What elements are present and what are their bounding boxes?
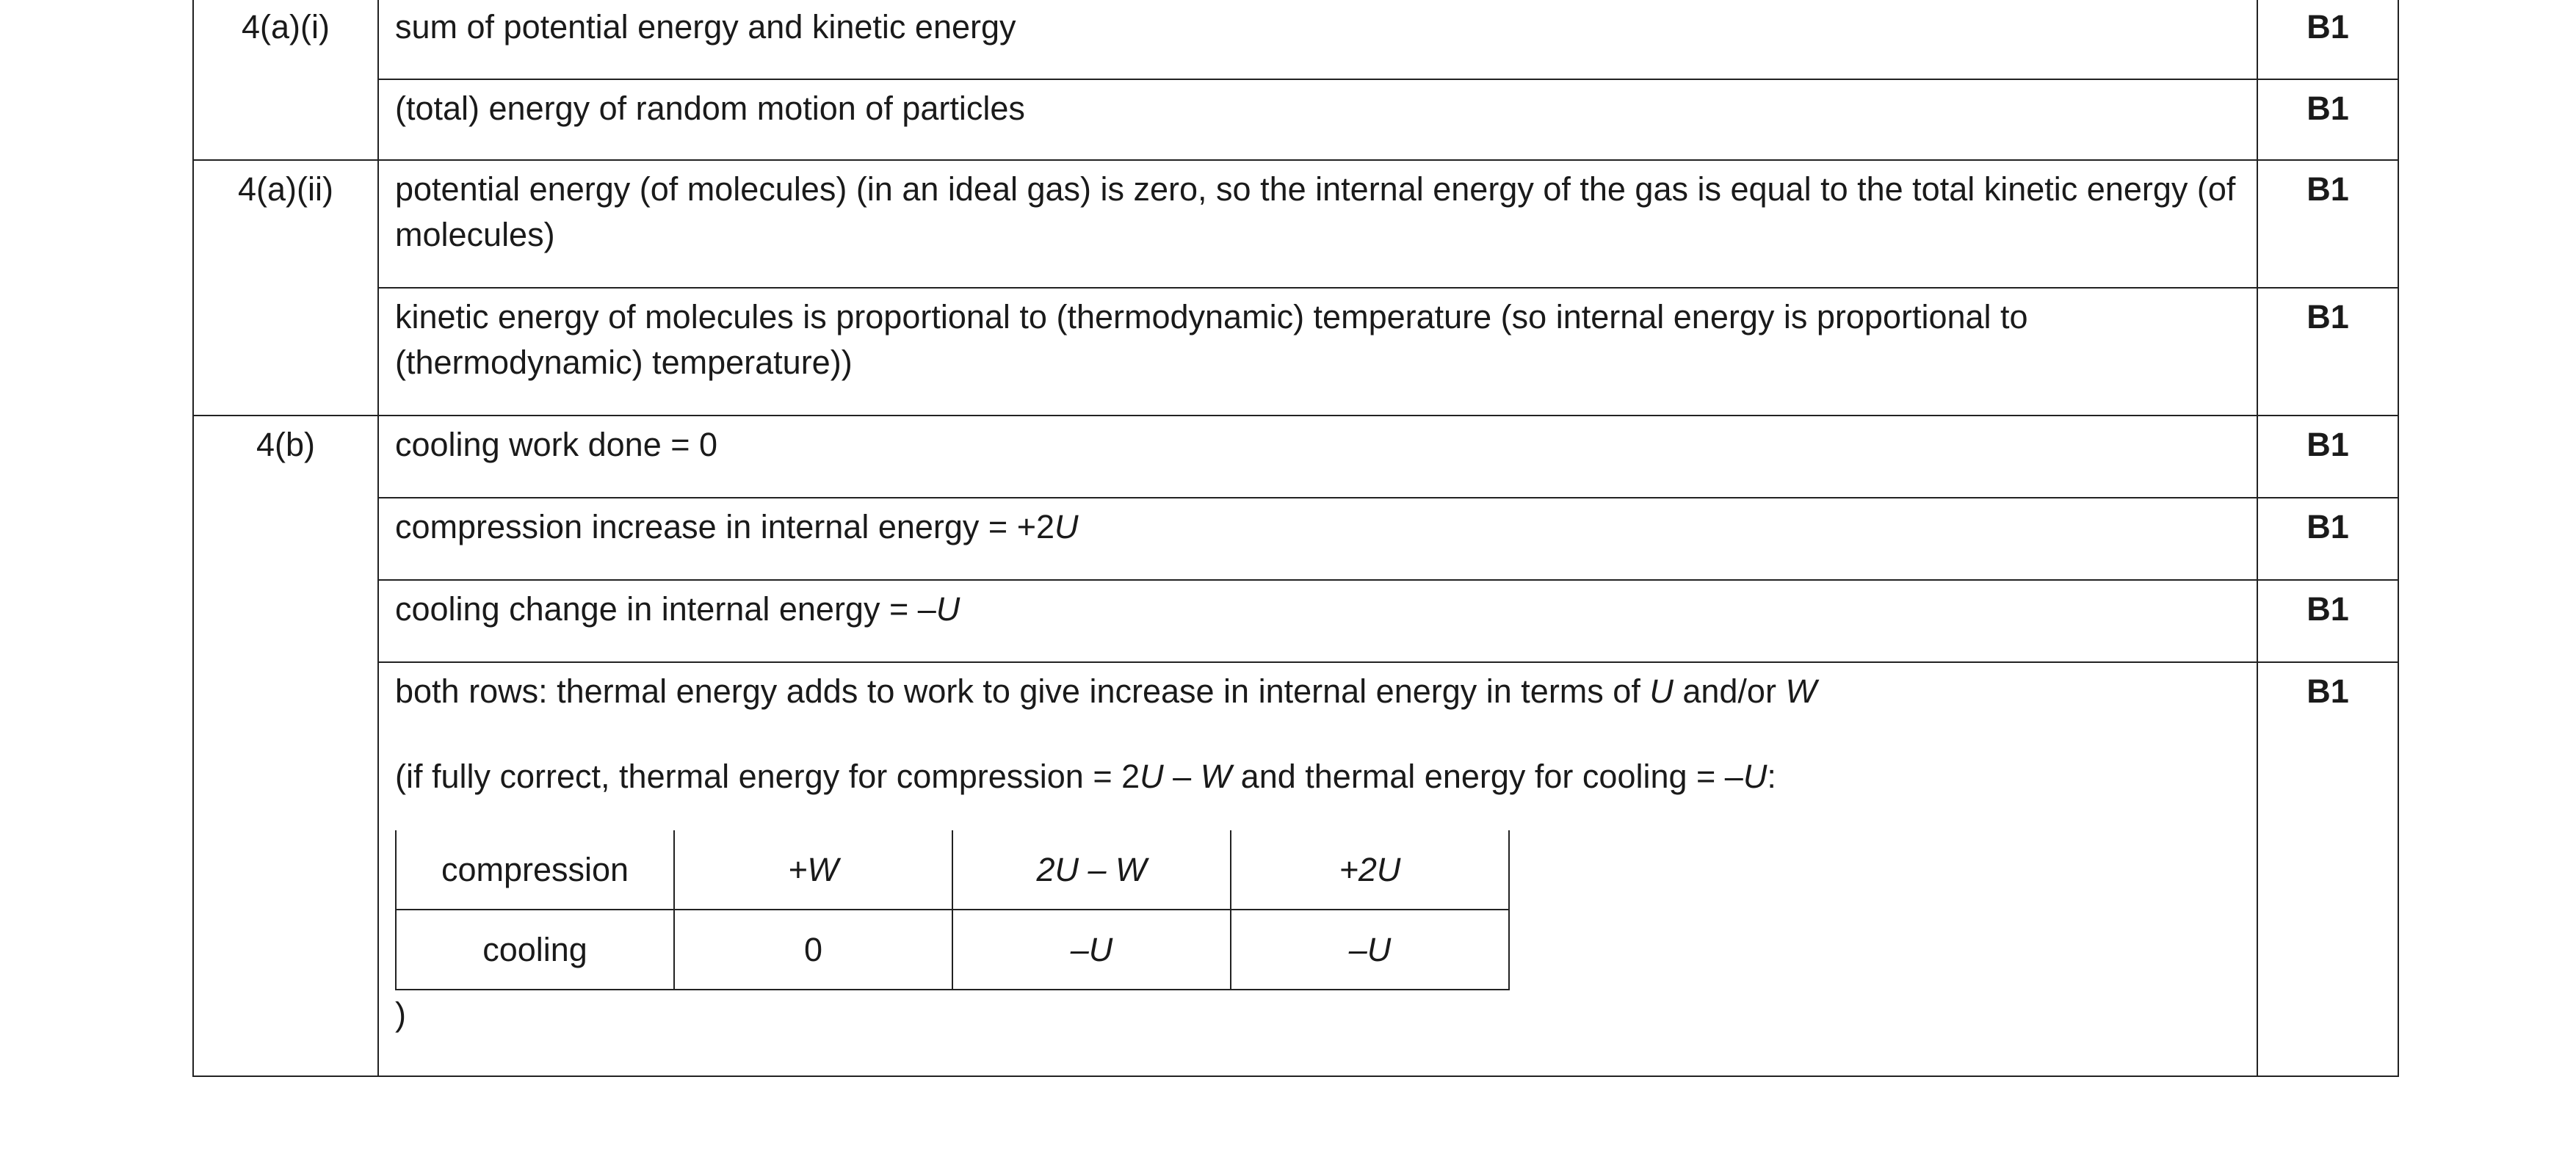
- marks-cell: [2257, 498, 2398, 580]
- variable-u: U: [1649, 672, 1674, 710]
- text-segment: :: [1767, 758, 1776, 795]
- inner-cell: compression: [396, 830, 674, 910]
- marks-cell: [2257, 79, 2398, 160]
- marks-cell: [2257, 160, 2398, 288]
- answer-cell: [378, 288, 2257, 416]
- answer-block: [379, 663, 2257, 1049]
- answer-cell: [378, 498, 2257, 580]
- table-row: [193, 662, 2398, 1076]
- answer-cell: [378, 79, 2257, 160]
- marks-cell: [2257, 416, 2398, 498]
- energy-summary-table: [395, 830, 1510, 990]
- mark-value: B1: [2307, 170, 2349, 208]
- text-segment: both rows: thermal energy adds to work to give increase in internal energy in terms of: [395, 672, 1650, 710]
- answer-cell: [378, 662, 2257, 1076]
- mark-value: B1: [2307, 8, 2349, 46]
- inner-cell: –U: [952, 910, 1231, 990]
- answer-cell: [378, 0, 2257, 79]
- question-cell: [193, 0, 378, 160]
- text-segment: –: [1163, 758, 1201, 795]
- mark-value: B1: [2307, 90, 2349, 127]
- variable-u: U: [936, 590, 960, 628]
- variable-u: U: [1054, 508, 1079, 545]
- answer-cell: [378, 580, 2257, 662]
- answer-line-2: [395, 754, 2240, 799]
- table-row: [193, 416, 2398, 498]
- text-segment: (if fully correct, thermal energy for compression = 2: [395, 758, 1140, 795]
- answer-line-1: [395, 669, 2240, 714]
- table-row: [193, 288, 2398, 416]
- table-row: [193, 0, 2398, 79]
- question-cell: [193, 160, 378, 416]
- mark-value: B1: [2307, 508, 2349, 545]
- answer-cell: [378, 160, 2257, 288]
- text-segment: and thermal energy for cooling = –: [1231, 758, 1743, 795]
- answer-text: potential energy (of molecules) (in an ideal gas) is zero, so the internal energy of the gas is equal to the total kinetic energy (of molecules): [395, 170, 2236, 253]
- mark-value: B1: [2307, 426, 2349, 463]
- question-number: 4(b): [256, 426, 316, 463]
- variable-u: U: [1140, 758, 1164, 795]
- closing-parenthesis: ): [395, 995, 406, 1033]
- inner-cell: –U: [1231, 910, 1509, 990]
- answer-text: cooling work done = 0: [395, 426, 718, 463]
- answer-text: kinetic energy of molecules is proportional to (thermodynamic) temperature (so internal energy is proportional to (thermodynamic) temperature)): [395, 298, 2028, 381]
- question-cell: [193, 416, 378, 1076]
- answer-text: sum of potential energy and kinetic energy: [395, 8, 1016, 46]
- question-number: 4(a)(i): [242, 8, 330, 46]
- inner-cell: +W: [674, 830, 952, 910]
- mark-scheme-table: [192, 0, 2399, 1077]
- answer-cell: [378, 416, 2257, 498]
- marks-cell: [2257, 580, 2398, 662]
- inner-table-row: [396, 910, 1509, 990]
- answer-prefix: compression increase in internal energy = +2: [395, 508, 1055, 545]
- answer-text: (total) energy of random motion of particles: [395, 90, 1025, 127]
- answer-text: [379, 581, 2257, 644]
- marks-cell: [2257, 288, 2398, 416]
- marks-cell: [2257, 0, 2398, 79]
- inner-table-row: [396, 830, 1509, 910]
- answer-text: [379, 498, 2257, 562]
- answer-prefix: cooling change in internal energy = –: [395, 590, 936, 628]
- mark-value: B1: [2307, 590, 2349, 628]
- mark-value: B1: [2307, 298, 2349, 335]
- inner-cell: 2U – W: [952, 830, 1231, 910]
- mark-value: B1: [2307, 672, 2349, 710]
- inner-cell: cooling: [396, 910, 674, 990]
- question-number: 4(a)(ii): [238, 170, 333, 208]
- variable-w: W: [1785, 672, 1817, 710]
- text-segment: and/or: [1673, 672, 1786, 710]
- marks-cell: [2257, 662, 2398, 1076]
- variable-u: U: [1743, 758, 1768, 795]
- table-row: [193, 498, 2398, 580]
- variable-w: W: [1200, 758, 1232, 795]
- table-row: [193, 79, 2398, 160]
- inner-cell: 0: [674, 910, 952, 990]
- table-row: [193, 160, 2398, 288]
- table-row: [193, 580, 2398, 662]
- inner-cell: +2U: [1231, 830, 1509, 910]
